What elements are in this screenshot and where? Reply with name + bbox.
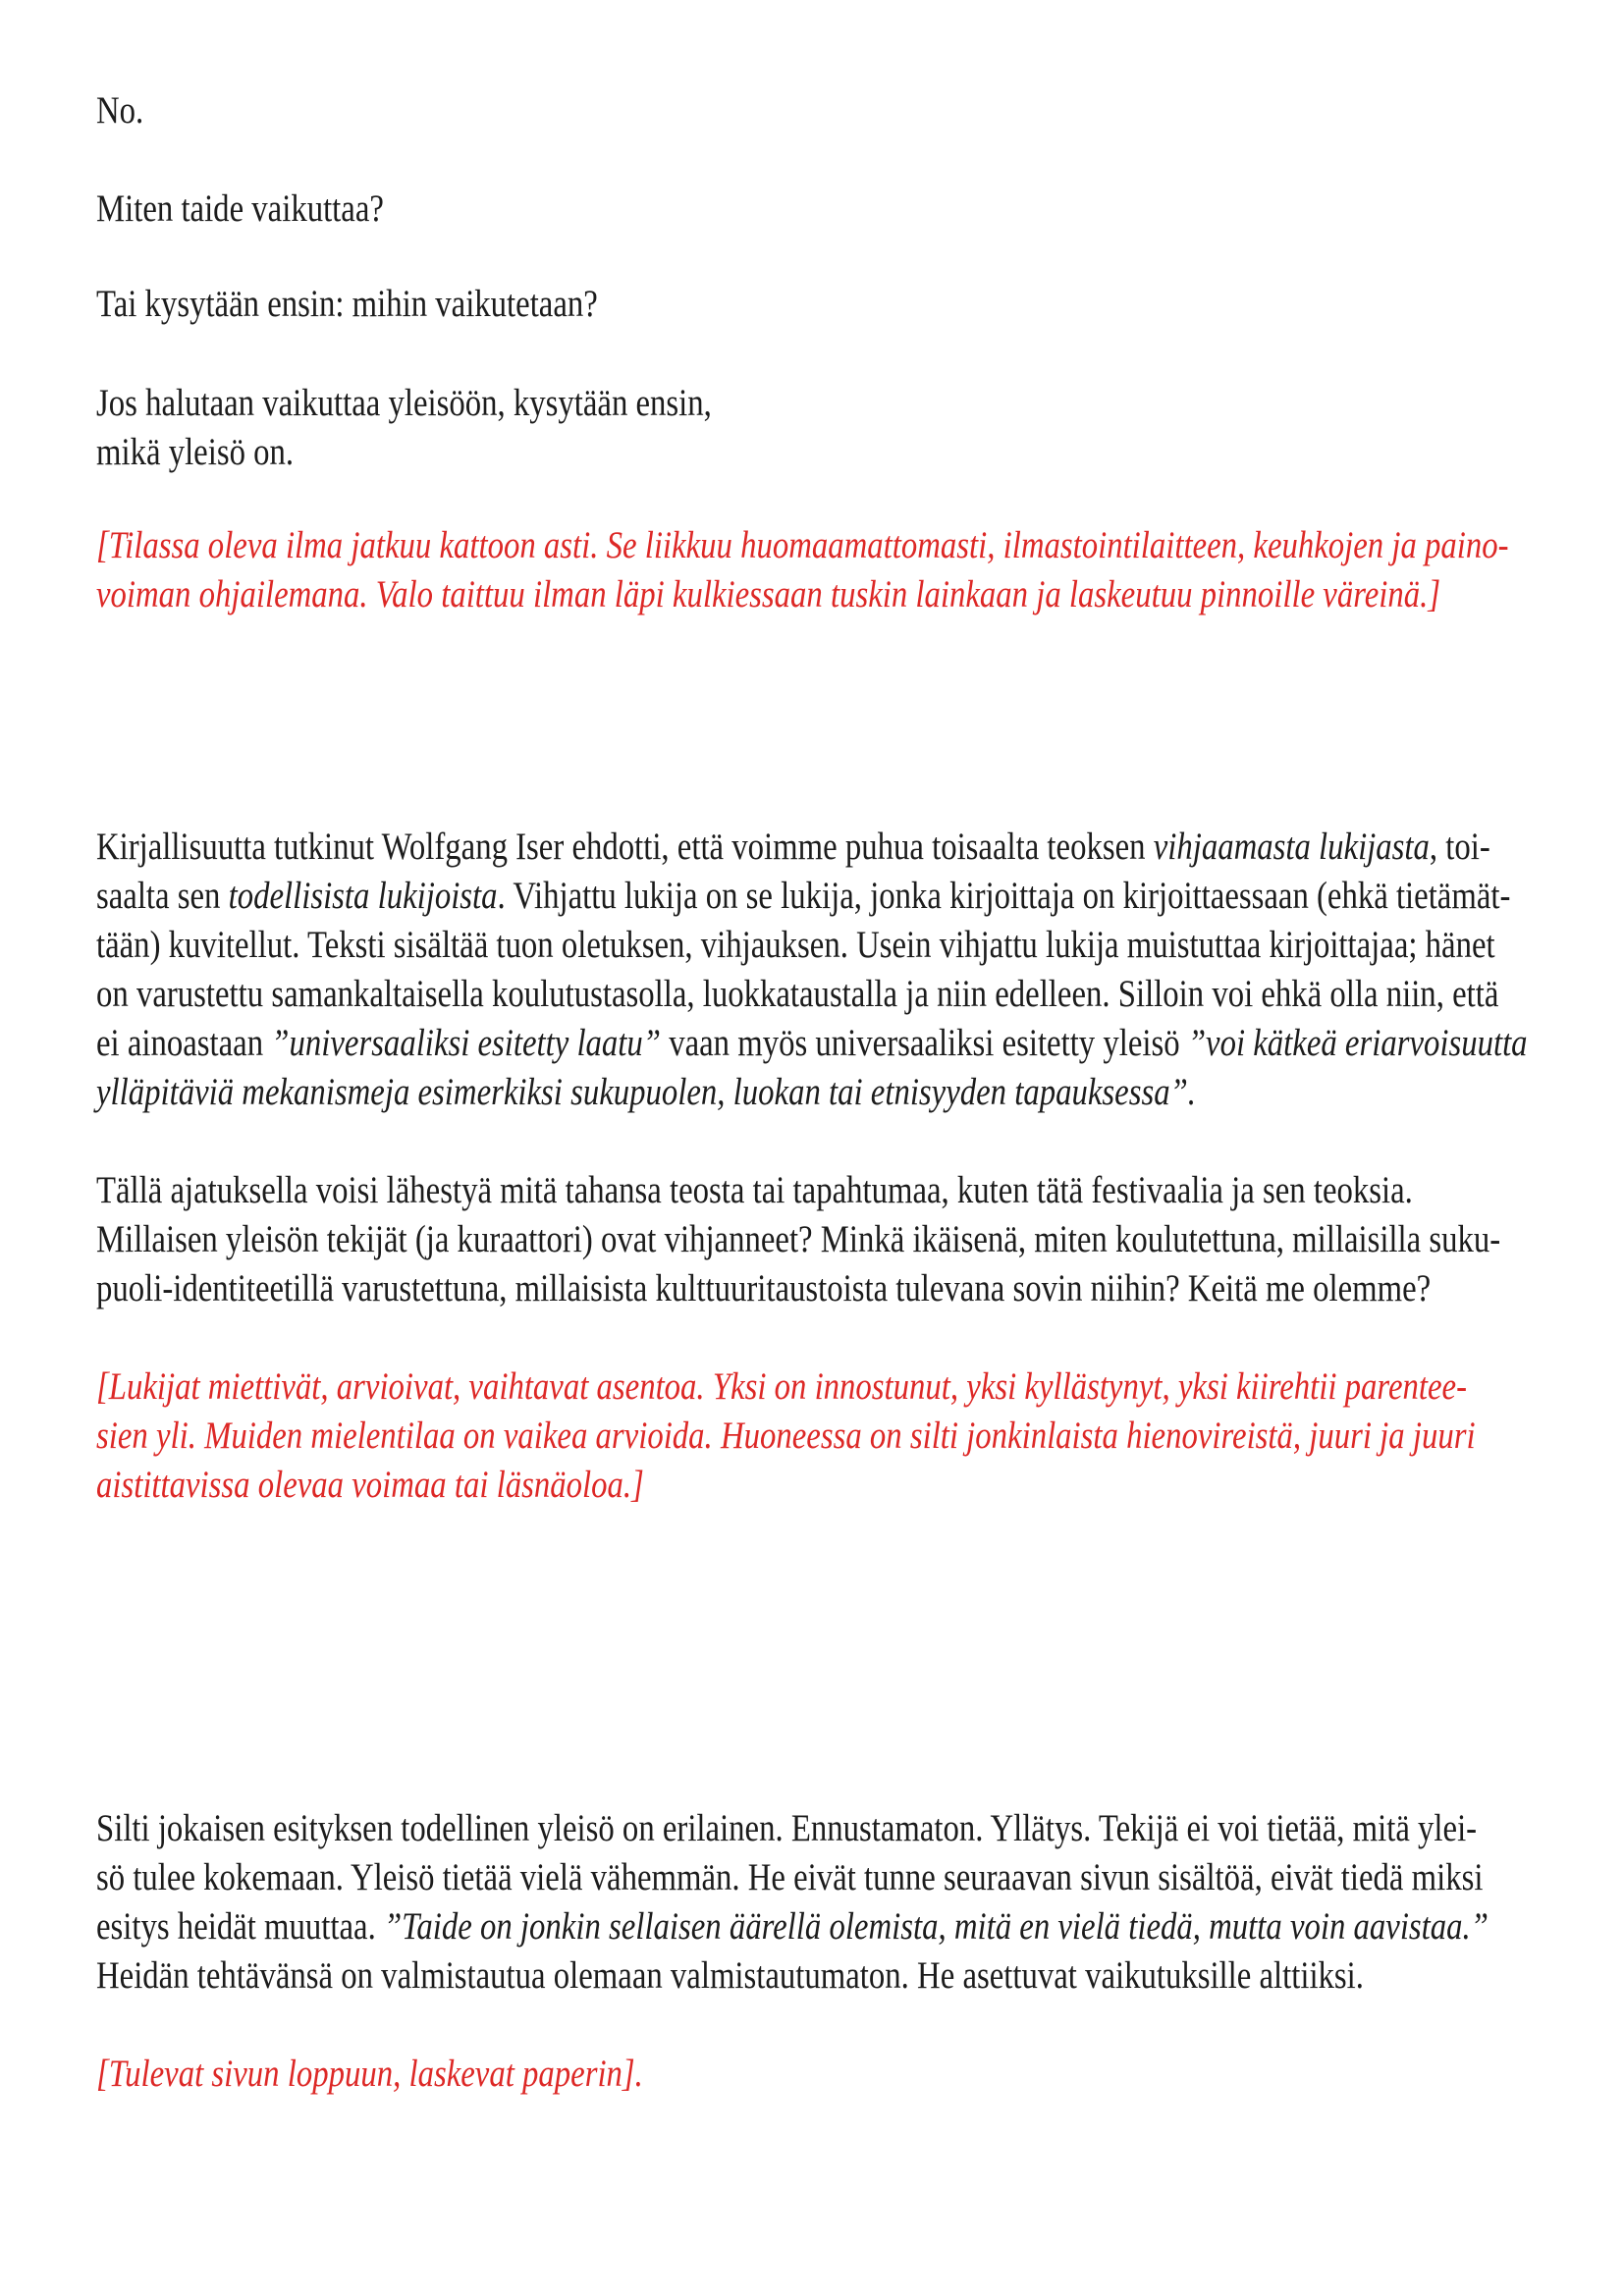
emphasis-text: ”universaaliksi esitetty laatu” [271, 1022, 662, 1064]
emphasis-text: todellisista lukijoista [228, 875, 498, 917]
body-text: Miten taide vaikuttaa? [96, 187, 384, 230]
text-line [96, 2050, 643, 2099]
text-line [96, 1902, 1489, 1951]
text-line [96, 1412, 1476, 1461]
text-line [96, 280, 598, 329]
body-text: mikä yleisö on. [96, 431, 295, 473]
body-text: [Tilassa oleva ilma jatkuu kattoon asti. Se liikkuu huomaamattomasti, ilmastointilaitteen, keuhkojen ja paino- [96, 524, 1509, 566]
text-line [96, 1264, 1500, 1313]
body-text: on varustettu samankaltaisella koulutustasolla, luokkataustalla ja niin edelleen. Silloin voi ehkä olla niin, että [96, 973, 1499, 1015]
text-line [96, 1068, 1528, 1117]
text-line [96, 1362, 1476, 1412]
text-line [96, 86, 143, 135]
text-line [96, 570, 1509, 619]
text-line [96, 1215, 1500, 1264]
body-text: . Vihjattu lukija on se lukija, jonka kirjoittaja on kirjoittaessaan (ehkä tietämät- [497, 875, 1511, 917]
body-text: Kirjallisuutta tutkinut Wolfgang Iser ehdotti, että voimme puhua toisaalta teoksen [96, 826, 1154, 868]
text-line [96, 185, 384, 234]
body-text: saalta sen [96, 875, 229, 917]
emphasis-text: vihjaamasta lukijasta [1153, 826, 1430, 868]
body-text: vaan myös universaaliksi esitetty yleisö [661, 1022, 1188, 1064]
body-text: ei ainoastaan [96, 1022, 272, 1064]
body-text: [Tulevat sivun loppuun, laskevat paperin]. [96, 2053, 643, 2095]
line-no [96, 86, 143, 135]
stage-direction-2 [96, 1362, 1476, 1510]
text-line [96, 872, 1528, 921]
para-kirjallisuutta [96, 823, 1528, 1117]
question-miten [96, 185, 384, 234]
para-silti [96, 1804, 1489, 2001]
text-line [96, 379, 712, 428]
text-line [96, 1019, 1528, 1068]
body-text: [Lukijat miettivät, arvioivat, vaihtavat asentoa. Yksi on innostunut, yksi kyllästynyt, yksi kiirehtii parentee- [96, 1365, 1467, 1408]
body-text: sö tulee kokemaan. Yleisö tietää vielä vähemmän. He eivät tunne seuraavan sivun sisältöä, eivät tiedä miksi [96, 1856, 1484, 1898]
text-line [96, 970, 1528, 1019]
para-jos-halutaan [96, 379, 712, 477]
body-text: Silti jokaisen esityksen todellinen yleisö on erilainen. Ennustamaton. Yllätys. Tekijä ei voi tietää, mitä ylei- [96, 1807, 1478, 1849]
body-text: Heidän tehtävänsä on valmistautua olemaan valmistautumaton. He asettuvat vaikutuksille alttiiksi. [96, 1954, 1364, 1997]
stage-direction-1 [96, 521, 1509, 619]
text-line [96, 1853, 1489, 1902]
question-tai [96, 280, 598, 329]
body-text: Millaisen yleisön tekijät (ja kuraattori) ovat vihjanneet? Minkä ikäisenä, miten koulutettuna, millaisilla suku- [96, 1218, 1501, 1260]
text-line [96, 521, 1509, 570]
emphasis-text: ”voi kätkeä eriarvoisuutta [1187, 1022, 1528, 1064]
text-line [96, 1166, 1500, 1215]
body-text: Jos halutaan vaikuttaa yleisöön, kysytään ensin, [96, 382, 712, 424]
emphasis-text: ylläpitäviä mekanismeja esimerkiksi sukupuolen, luokan tai etnisyyden tapauksessa”. [96, 1071, 1196, 1113]
stage-direction-3 [96, 2050, 643, 2099]
body-text: aistittavissa olevaa voimaa tai läsnäoloa.] [96, 1464, 644, 1506]
para-talla-ajatuksella [96, 1166, 1500, 1313]
body-text: puoli-identiteetillä varustettuna, millaisista kulttuuritaustoista tulevana sovin niihin? Keitä me olemme? [96, 1267, 1432, 1309]
text-line [96, 428, 712, 477]
body-text: No. [96, 89, 144, 132]
text-line [96, 1804, 1489, 1853]
body-text: , toi- [1429, 826, 1490, 868]
body-text: Tai kysytään ensin: mihin vaikutetaan? [96, 283, 598, 325]
emphasis-text: ”Taide on jonkin sellaisen äärellä olemista, mitä en vielä tiedä, mutta voin aavistaa.” [383, 1905, 1489, 1948]
body-text: Tällä ajatuksella voisi lähestyä mitä tahansa teosta tai tapahtumaa, kuten tätä festivaalia ja sen teoksia. [96, 1169, 1413, 1211]
text-line [96, 921, 1528, 970]
body-text: tään) kuvitellut. Teksti sisältää tuon oletuksen, vihjauksen. Usein vihjattu lukija muistuttaa kirjoittajaa; hänet [96, 924, 1495, 966]
text-line [96, 1461, 1476, 1510]
body-text: voiman ohjailemana. Valo taittuu ilman läpi kulkiessaan tuskin lainkaan ja laskeutuu pinnoille väreinä.] [96, 573, 1441, 615]
body-text: esitys heidät muuttaa. [96, 1905, 384, 1948]
text-line [96, 823, 1528, 872]
body-text: sien yli. Muiden mielentilaa on vaikea arvioida. Huoneessa on silti jonkinlaista hienovireistä, juuri ja juuri [96, 1415, 1476, 1457]
text-line [96, 1951, 1489, 2001]
